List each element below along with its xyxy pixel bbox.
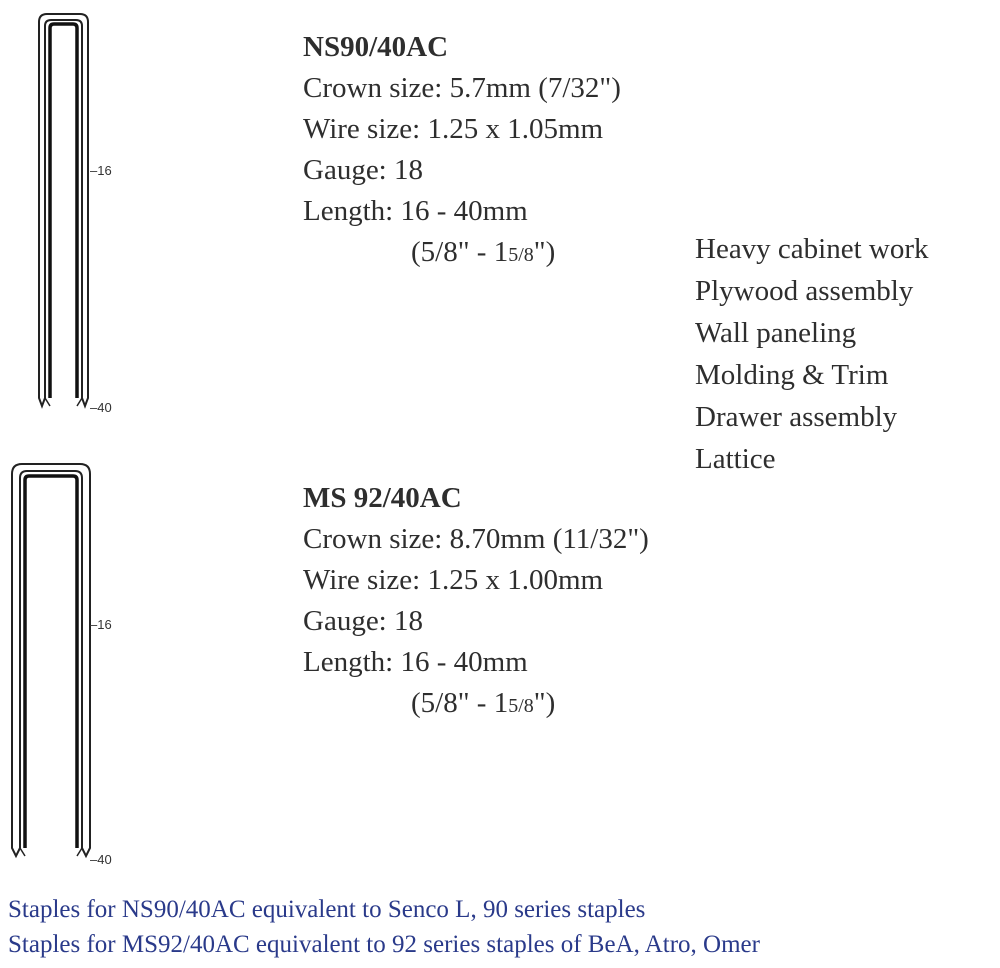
list-item: Heavy cabinet work	[695, 233, 929, 265]
length: Length: 16 - 40mm	[303, 195, 528, 227]
crown-size: Crown size: 8.70mm (11/32")	[303, 523, 649, 555]
crown-size: Crown size: 5.7mm (7/32")	[303, 72, 621, 104]
tick-ms92-16: –16	[90, 617, 112, 632]
tick-ns90-40: –40	[90, 400, 112, 415]
length: Length: 16 - 40mm	[303, 646, 528, 678]
applications-list	[695, 228, 929, 480]
list-item: Lattice	[695, 443, 776, 475]
list-item: Plywood assembly	[695, 275, 914, 307]
footer-line-2: Staples for MS92/40AC equivalent to 92 series staples of BeA, Atro, Omer	[8, 931, 760, 958]
wire-size: Wire size: 1.25 x 1.00mm	[303, 564, 604, 596]
spec-block-ms92	[303, 478, 649, 727]
product-title: NS90/40AC	[303, 31, 449, 63]
gauge: Gauge: 18	[303, 154, 423, 186]
tick-ms92-40: –40	[90, 852, 112, 867]
length-inches: (5/8" - 15/8")	[411, 236, 556, 268]
wire-size: Wire size: 1.25 x 1.05mm	[303, 113, 604, 145]
staple-ms92-drawing	[8, 458, 98, 863]
list-item: Wall paneling	[695, 317, 857, 349]
gauge: Gauge: 18	[303, 605, 423, 637]
tick-ns90-16: –16	[90, 163, 112, 178]
staple-ns90-drawing	[36, 8, 96, 413]
length-inches: (5/8" - 15/8")	[411, 687, 556, 719]
list-item: Molding & Trim	[695, 359, 889, 391]
list-item: Drawer assembly	[695, 401, 898, 433]
spec-block-ns90	[303, 27, 621, 276]
footer-line-1: Staples for NS90/40AC equivalent to Senco L, 90 series staples	[8, 896, 646, 923]
product-title: MS 92/40AC	[303, 482, 462, 514]
